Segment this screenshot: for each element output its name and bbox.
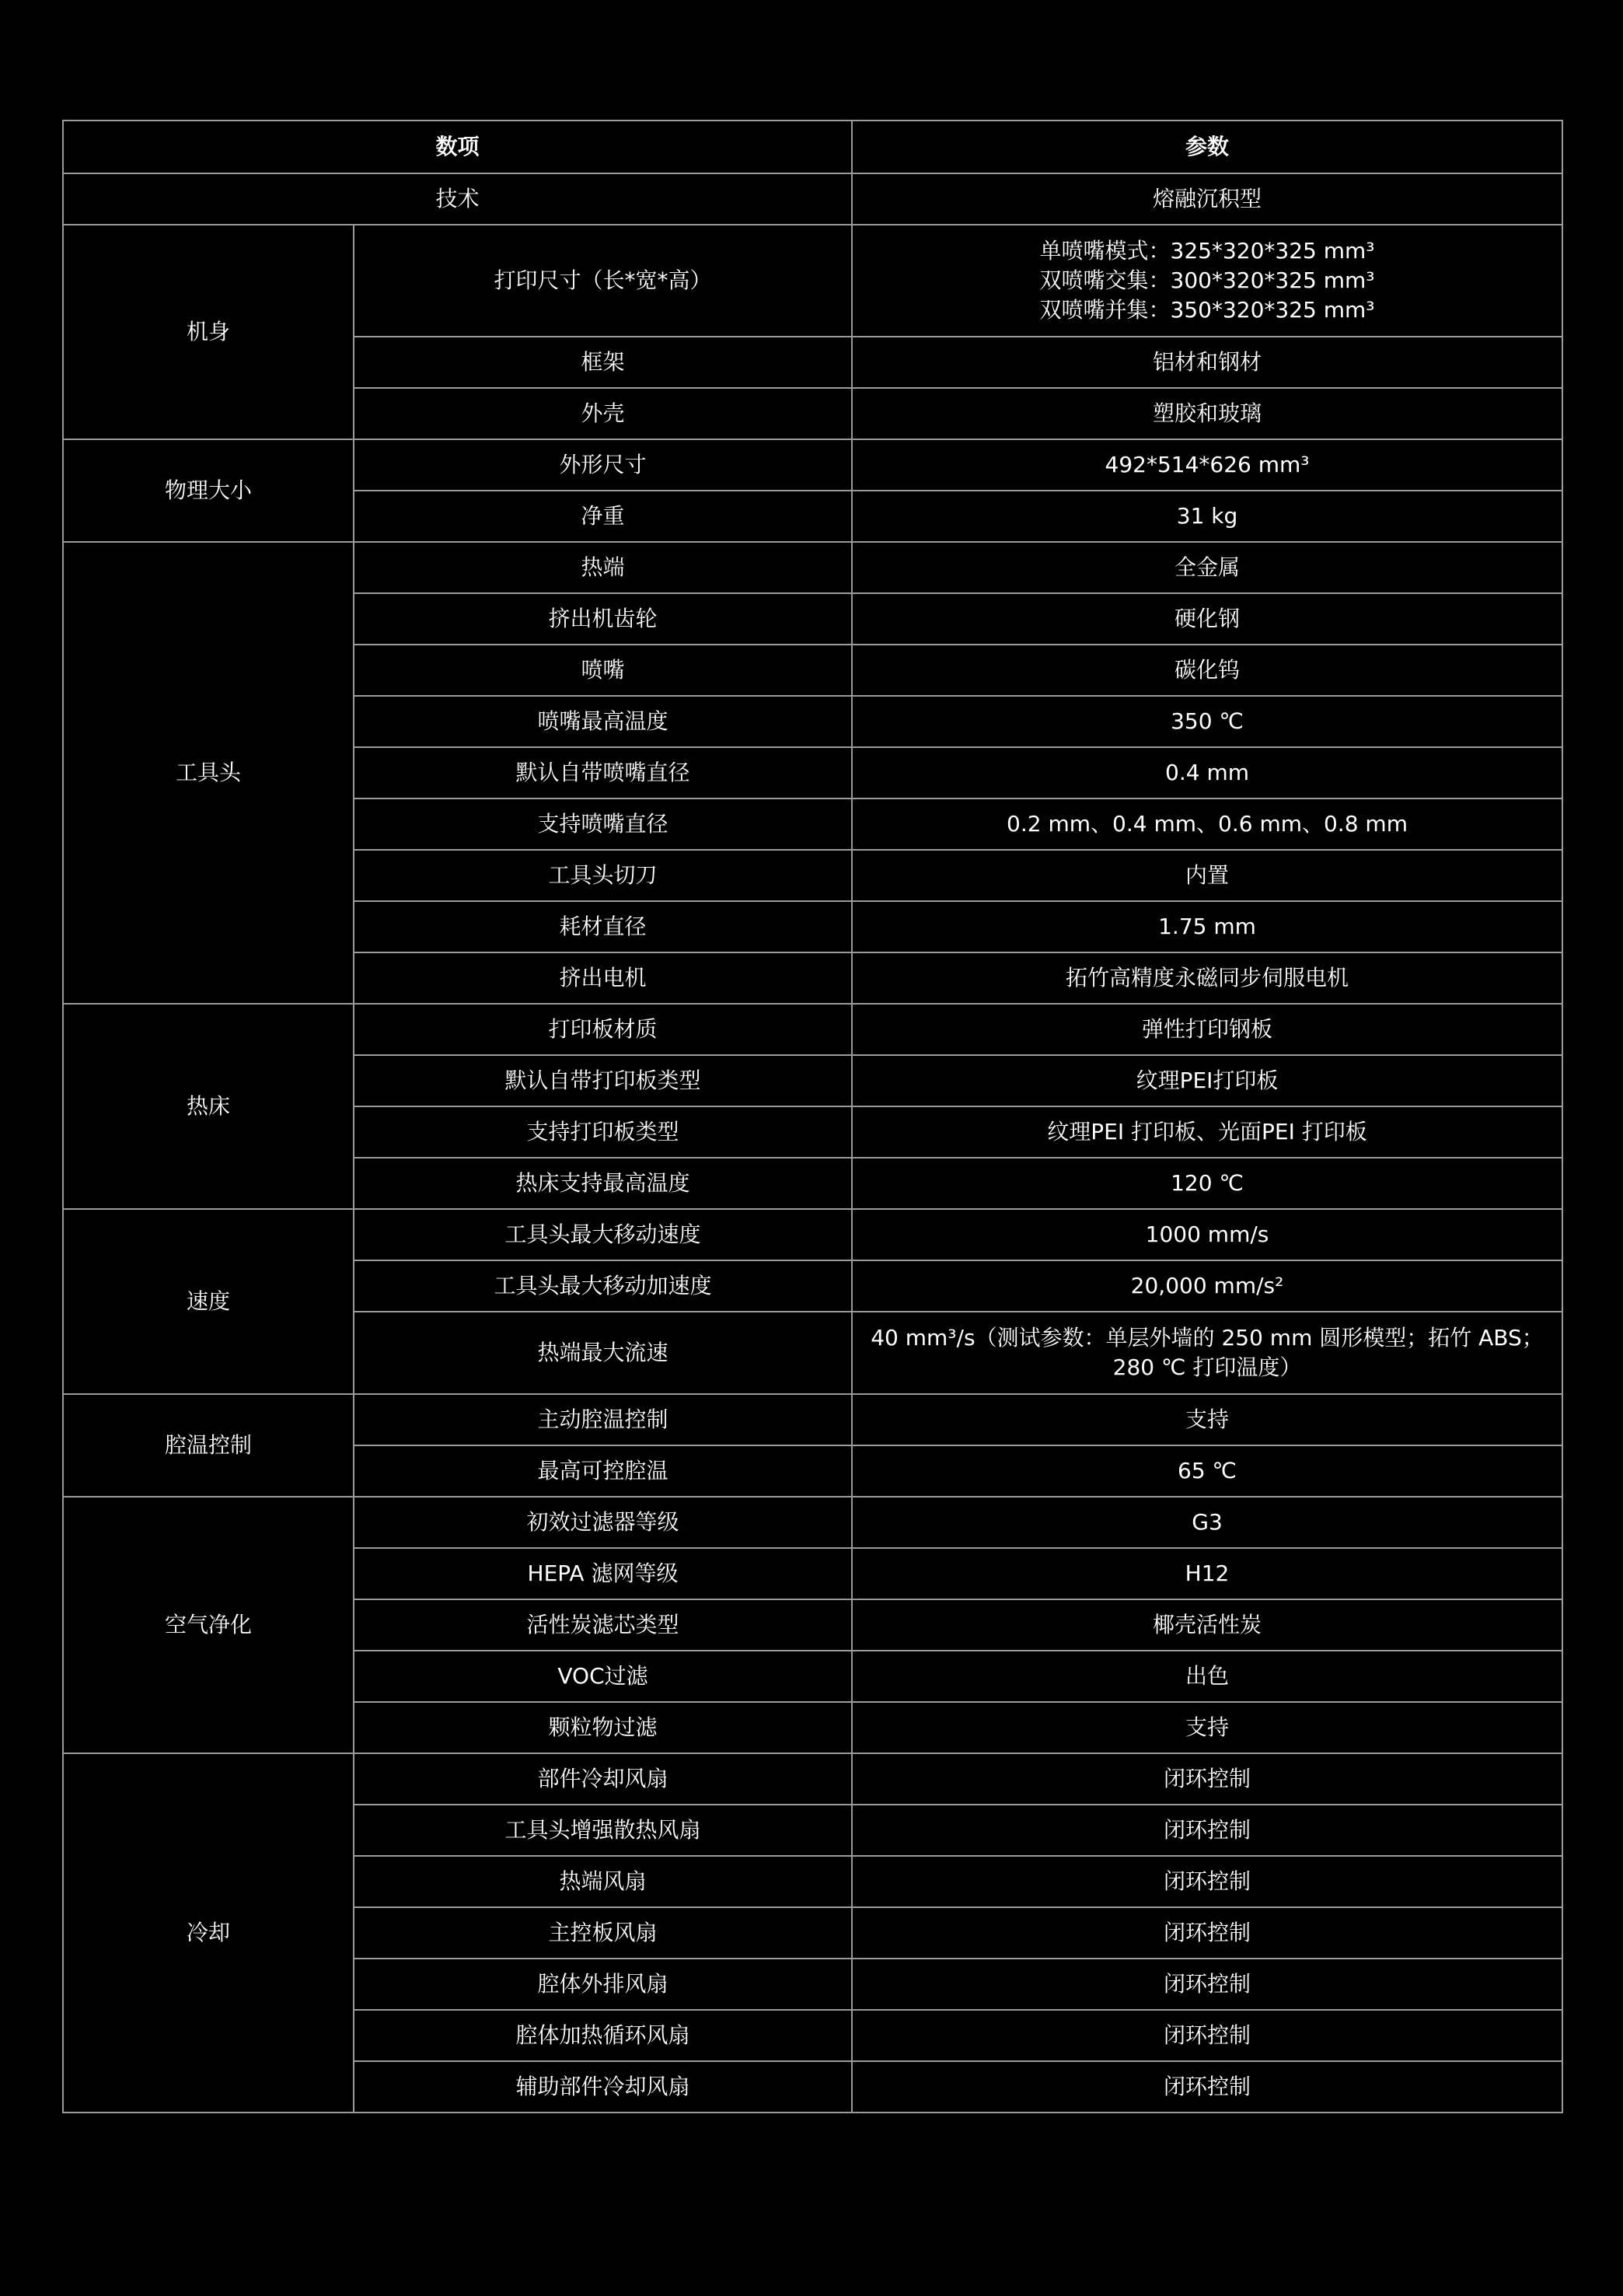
row-value: 弹性打印钢板 (852, 1004, 1562, 1055)
row-label: 工具头最大移动速度 (354, 1209, 852, 1260)
row-label: 主控板风扇 (354, 1907, 852, 1959)
value-line: 280 ℃ 打印温度） (1112, 1354, 1302, 1380)
row-value: 塑胶和玻璃 (852, 388, 1562, 439)
group-label-cooling: 冷却 (63, 1753, 354, 2113)
row-label: 喷嘴最高温度 (354, 696, 852, 747)
row-value: 0.4 mm (852, 747, 1562, 799)
table-row (63, 1497, 1562, 1548)
row-label: 打印板材质 (354, 1004, 852, 1055)
row-label: 打印尺寸（长*宽*高） (354, 225, 852, 337)
table-row (63, 439, 1562, 491)
group-label-toolhead: 工具头 (63, 542, 354, 1004)
row-label: 外形尺寸 (354, 439, 852, 491)
table-row (63, 1394, 1562, 1445)
row-label: 部件冷却风扇 (354, 1753, 852, 1805)
row-label: 腔体外排风扇 (354, 1959, 852, 2010)
row-label: 挤出电机 (354, 952, 852, 1004)
row-value: 全金属 (852, 542, 1562, 593)
row-value: 闭环控制 (852, 1805, 1562, 1856)
row-label: 支持打印板类型 (354, 1106, 852, 1158)
row-value: 支持 (852, 1394, 1562, 1445)
row-value: 纹理PEI 打印板、光面PEI 打印板 (852, 1106, 1562, 1158)
row-value: 31 kg (852, 491, 1562, 542)
table-row (63, 225, 1562, 337)
row-label: 净重 (354, 491, 852, 542)
row-value: 拓竹高精度永磁同步伺服电机 (852, 952, 1562, 1004)
row-value: 闭环控制 (852, 1753, 1562, 1805)
value-line: 双喷嘴并集：350*320*325 mm³ (1039, 297, 1375, 323)
header-item: 数项 (63, 121, 852, 173)
row-label: 热端风扇 (354, 1856, 852, 1907)
row-label: 工具头增强散热风扇 (354, 1805, 852, 1856)
table-row (63, 1209, 1562, 1260)
table-row (63, 542, 1562, 593)
row-label: 辅助部件冷却风扇 (354, 2061, 852, 2113)
row-value: 内置 (852, 850, 1562, 901)
row-label: VOC过滤 (354, 1651, 852, 1702)
row-value: 1000 mm/s (852, 1209, 1562, 1260)
row-label: 活性炭滤芯类型 (354, 1599, 852, 1651)
spec-table (62, 120, 1563, 2113)
row-value: 硬化钢 (852, 593, 1562, 645)
row-value: 支持 (852, 1702, 1562, 1753)
row-label: 热床支持最高温度 (354, 1158, 852, 1209)
row-value: 65 ℃ (852, 1445, 1562, 1497)
spec-sheet (62, 120, 1562, 2113)
group-label-air: 空气净化 (63, 1497, 354, 1753)
row-label: 腔体加热循环风扇 (354, 2010, 852, 2061)
row-label: HEPA 滤网等级 (354, 1548, 852, 1599)
row-value: H12 (852, 1548, 1562, 1599)
row-label: 热端 (354, 542, 852, 593)
row-value: 492*514*626 mm³ (852, 439, 1562, 491)
row-label: 耗材直径 (354, 901, 852, 952)
row-label: 热端最大流速 (354, 1312, 852, 1394)
row-label: 主动腔温控制 (354, 1394, 852, 1445)
group-label-body: 机身 (63, 225, 354, 439)
group-label-size: 物理大小 (63, 439, 354, 542)
table-header-row (63, 121, 1562, 173)
row-label: 技术 (63, 173, 852, 225)
row-label: 喷嘴 (354, 645, 852, 696)
row-value: 闭环控制 (852, 2010, 1562, 2061)
row-label: 默认自带打印板类型 (354, 1055, 852, 1106)
row-label: 挤出机齿轮 (354, 593, 852, 645)
row-value: 闭环控制 (852, 1856, 1562, 1907)
table-row (63, 1753, 1562, 1805)
row-value: 纹理PEI打印板 (852, 1055, 1562, 1106)
header-param: 参数 (852, 121, 1562, 173)
group-label-chamber: 腔温控制 (63, 1394, 354, 1497)
row-value: 椰壳活性炭 (852, 1599, 1562, 1651)
value-line: 双喷嘴交集：300*320*325 mm³ (1039, 267, 1375, 293)
row-value: 熔融沉积型 (852, 173, 1562, 225)
row-value: 20,000 mm/s² (852, 1260, 1562, 1312)
row-label: 外壳 (354, 388, 852, 439)
table-row (63, 173, 1562, 225)
value-line: 40 mm³/s（测试参数：单层外墙的 250 mm 圆形模型；拓竹 ABS； (871, 1325, 1544, 1351)
row-value: 闭环控制 (852, 1959, 1562, 2010)
row-value: 0.2 mm、0.4 mm、0.6 mm、0.8 mm (852, 799, 1562, 850)
row-label: 默认自带喷嘴直径 (354, 747, 852, 799)
group-label-speed: 速度 (63, 1209, 354, 1394)
row-value: 出色 (852, 1651, 1562, 1702)
row-value: 350 ℃ (852, 696, 1562, 747)
row-label: 工具头切刀 (354, 850, 852, 901)
row-value: 120 ℃ (852, 1158, 1562, 1209)
row-value: 铝材和钢材 (852, 337, 1562, 388)
row-value (852, 225, 1562, 337)
row-label: 颗粒物过滤 (354, 1702, 852, 1753)
row-label: 工具头最大移动加速度 (354, 1260, 852, 1312)
row-value (852, 1312, 1562, 1394)
row-value: 碳化钨 (852, 645, 1562, 696)
row-label: 支持喷嘴直径 (354, 799, 852, 850)
value-line: 单喷嘴模式：325*320*325 mm³ (1039, 238, 1375, 264)
row-value: G3 (852, 1497, 1562, 1548)
table-row (63, 1004, 1562, 1055)
row-value: 闭环控制 (852, 2061, 1562, 2113)
row-label: 最高可控腔温 (354, 1445, 852, 1497)
row-value: 1.75 mm (852, 901, 1562, 952)
row-label: 初效过滤器等级 (354, 1497, 852, 1548)
row-value: 闭环控制 (852, 1907, 1562, 1959)
row-label: 框架 (354, 337, 852, 388)
group-label-bed: 热床 (63, 1004, 354, 1209)
